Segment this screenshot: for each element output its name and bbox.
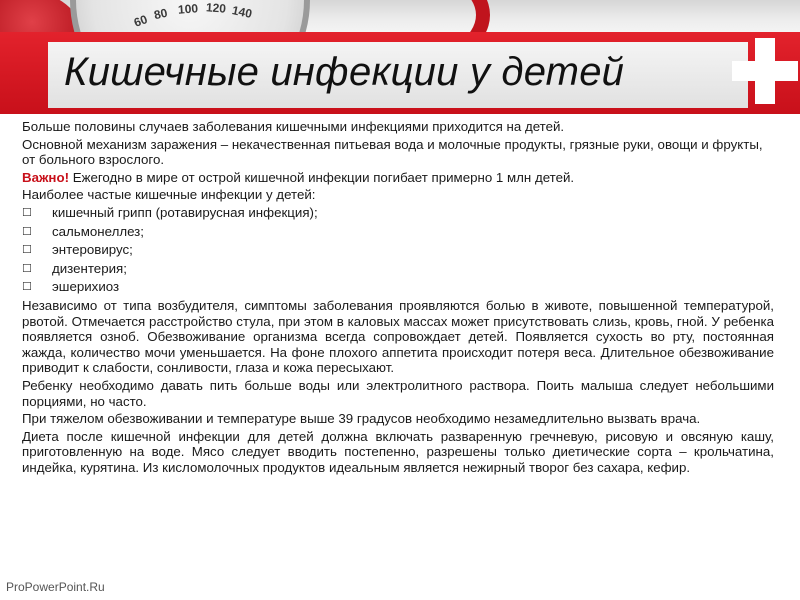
gauge-number: 80 [152, 5, 169, 23]
square-bullet-icon: ☐ [22, 243, 32, 257]
gauge-number: 140 [230, 3, 254, 21]
list-item-text: сальмонеллез; [52, 223, 144, 239]
paragraph-drinking: Ребенку необходимо давать пить больше воды или электролитного раствора. Поить малыша следует небольшими порциями, но часто. [22, 377, 774, 409]
slide-title: Кишечные инфекции у детей [64, 50, 625, 94]
pump-bulb-decoration [0, 0, 80, 32]
list-item-text: эшерихиоз [52, 279, 120, 295]
list-item [22, 242, 774, 258]
list-intro: Наиболее частые кишечные инфекции у детей: [22, 187, 316, 203]
square-bullet-icon: ☐ [22, 261, 32, 275]
list-item [22, 205, 774, 221]
gauge-number: 120 [205, 0, 227, 16]
paragraph-diet: Диета после кишечной инфекции для детей должна включать разваренную гречневую, рисовую и овсяную кашу, приготовленную на воде. Мясо следует вводить постепенно, разрешены только диетические сорта – крольчатина, индейка, курятина. Из кисломолочных продуктов идеальным является нежирный творог без сахара, кефир. [22, 428, 774, 475]
medical-cross-icon-bar [732, 61, 798, 81]
infection-list [22, 205, 774, 295]
important-label: Важно! [22, 169, 70, 185]
square-bullet-icon: ☐ [22, 205, 32, 219]
stethoscope-tube-decoration [330, 0, 490, 32]
paragraph-important [22, 170, 774, 186]
gauge-number: 60 [132, 12, 150, 30]
paragraph-symptoms: Независимо от типа возбудителя, симптомы заболевания проявляются болью в животе, повышенной температурой, рвотой. Отмечается расстройство стула, при этом в каловых массах может присутствовать слизь, кровь, гной. У ребенка появляется озноб. Обезвоживание организма всегда сопровождает детей. Появляется сухость во рту, постоянная жажда, количество мочи уменьшается. На фоне плохого аппетита происходит потеря веса. Длительное обезвоживание приводит к слабости, сонливости, глаза и кожа пересыхают. [22, 297, 774, 376]
important-text: Ежегодно в мире от острой кишечной инфекции погибает примерно 1 млн детей. [69, 169, 575, 185]
list-item-text: кишечный грипп (ротавирусная инфекция); [52, 204, 318, 220]
paragraph-mechanism: Основной механизм заражения – некачественная питьевая вода и молочные продукты, грязные руки, овощи и фрукты, от больного взрослого. [22, 136, 763, 168]
paragraph-doctor: При тяжелом обезвоживании и температуре выше 39 градусов необходимо незамедлительно вызвать врача. [22, 411, 701, 427]
watermark-text: ProPowerPoint.Ru [6, 580, 105, 594]
list-item [22, 224, 774, 240]
list-item-text: энтеровирус; [52, 242, 133, 258]
square-bullet-icon: ☐ [22, 224, 32, 238]
list-item [22, 261, 774, 277]
slide-body [22, 119, 774, 477]
paragraph-intro: Больше половины случаев заболевания кишечными инфекциями приходится на детей. [22, 119, 565, 134]
square-bullet-icon: ☐ [22, 280, 32, 294]
header-photo [0, 0, 800, 32]
blood-pressure-gauge-decoration [70, 0, 310, 32]
list-item-text: дизентерия; [52, 260, 127, 276]
list-item [22, 279, 774, 295]
gauge-number: 100 [177, 1, 199, 17]
